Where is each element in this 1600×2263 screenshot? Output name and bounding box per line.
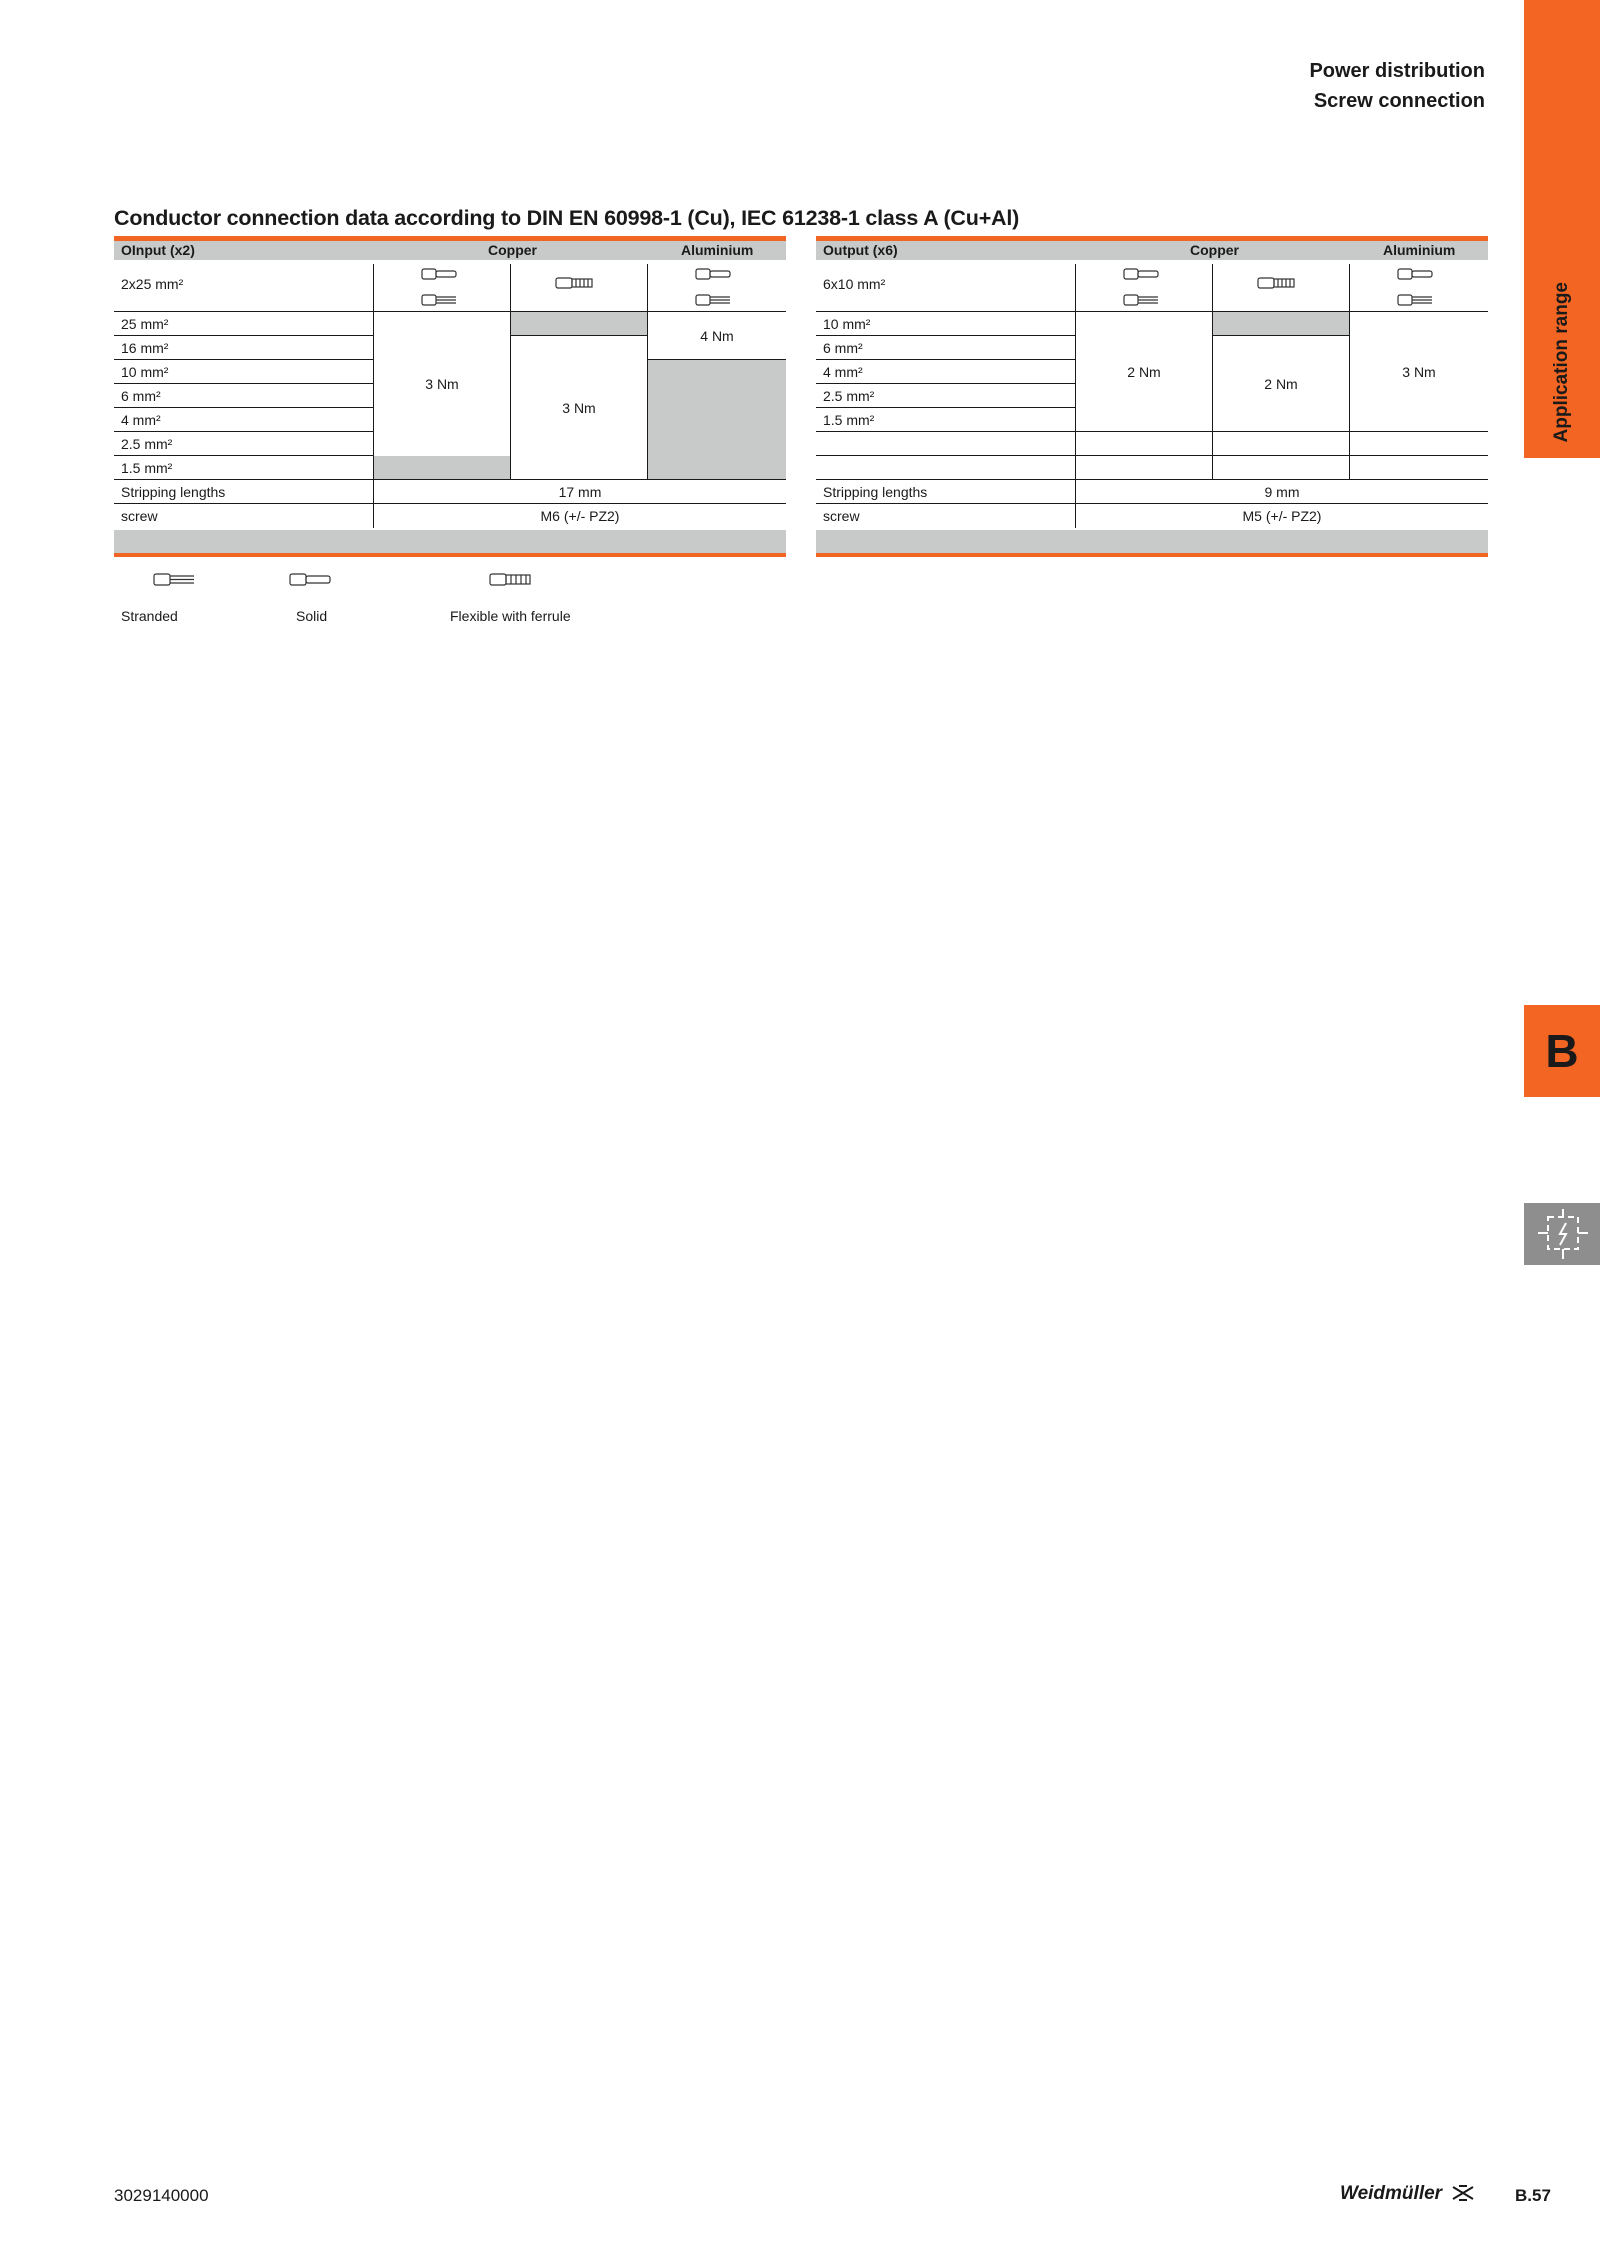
icon-row-label: 2x25 mm² bbox=[121, 276, 184, 292]
stranded-solid-icon bbox=[1122, 266, 1162, 312]
al-torque: 3 Nm bbox=[1402, 363, 1436, 380]
cell-border bbox=[648, 359, 786, 360]
screw-label: screw bbox=[121, 508, 158, 524]
row-divider bbox=[114, 407, 374, 408]
brand-mark-icon bbox=[1451, 2184, 1475, 2202]
na-cell bbox=[648, 360, 786, 480]
table-header-row bbox=[816, 241, 1488, 260]
stranded-conductor-icon bbox=[152, 572, 198, 588]
legend-stranded: Stranded bbox=[121, 608, 178, 624]
table-title: OInput (x2) bbox=[121, 242, 195, 258]
size-row-5: 1.5 mm² bbox=[823, 412, 875, 428]
brand-logo bbox=[1340, 2183, 1475, 2205]
ferrule-conductor-icon bbox=[488, 572, 534, 588]
size-row-4: 6 mm² bbox=[121, 388, 161, 404]
legend-ferrule: Flexible with ferrule bbox=[450, 608, 571, 624]
side-tab[interactable] bbox=[1524, 0, 1600, 458]
screw-label: screw bbox=[823, 508, 860, 524]
solid-conductor-icon bbox=[288, 572, 334, 588]
table-footer-band bbox=[816, 530, 1488, 553]
size-row-6: 2.5 mm² bbox=[121, 436, 173, 452]
size-row-5: 4 mm² bbox=[121, 412, 161, 428]
row-divider bbox=[816, 431, 1488, 432]
brand-name: Weidmüller bbox=[1340, 2183, 1443, 2204]
chapter-tab[interactable]: B bbox=[1524, 1005, 1600, 1097]
copper-header: Copper bbox=[488, 242, 537, 258]
row-divider bbox=[816, 383, 1076, 384]
aluminium-header: Aluminium bbox=[1383, 242, 1456, 258]
size-row-4: 2.5 mm² bbox=[823, 388, 875, 404]
row-divider bbox=[114, 431, 374, 432]
col-divider bbox=[647, 264, 648, 480]
side-tab-label: Application range bbox=[1551, 281, 1572, 442]
header-line-1: Power distribution bbox=[1309, 60, 1485, 82]
page-number: B.57 bbox=[1515, 2186, 1551, 2205]
table-header-row bbox=[114, 241, 786, 260]
row-divider bbox=[114, 455, 374, 456]
na-cell bbox=[1213, 312, 1349, 335]
copper-header: Copper bbox=[1190, 242, 1239, 258]
cu-ferrule-torque: 3 Nm bbox=[562, 400, 596, 416]
table-title: Output (x6) bbox=[823, 242, 898, 258]
stripping-value: 17 mm bbox=[558, 484, 602, 500]
section-title: Conductor connection data according to DIN EN 60998-1 (Cu), IEC 61238-1 class A (Cu+Al) bbox=[114, 206, 1020, 230]
size-row-2: 6 mm² bbox=[823, 340, 863, 356]
table-bottom-rule bbox=[816, 553, 1488, 557]
size-row-1: 25 mm² bbox=[121, 316, 169, 332]
power-distribution-icon-tab[interactable] bbox=[1524, 1203, 1600, 1265]
aluminium-header: Aluminium bbox=[681, 242, 754, 258]
table-bottom-rule bbox=[114, 553, 786, 557]
na-cell bbox=[374, 456, 510, 480]
ferrule-icon bbox=[554, 276, 596, 290]
screw-value: M5 (+/- PZ2) bbox=[1242, 508, 1322, 524]
row-divider bbox=[816, 455, 1488, 456]
table-footer-band bbox=[114, 530, 786, 553]
row-divider bbox=[114, 335, 374, 336]
stripping-value: 9 mm bbox=[1264, 484, 1300, 500]
row-divider bbox=[816, 359, 1076, 360]
row-divider bbox=[816, 335, 1076, 336]
cu-ferrule-torque: 2 Nm bbox=[1264, 375, 1298, 392]
size-row-3: 10 mm² bbox=[121, 364, 169, 380]
size-row-2: 16 mm² bbox=[121, 340, 169, 356]
page-header bbox=[1309, 56, 1485, 116]
cu-stranded-torque: 2 Nm bbox=[1127, 363, 1161, 380]
row-divider bbox=[816, 407, 1076, 408]
row-divider bbox=[114, 359, 374, 360]
col-divider bbox=[1212, 264, 1213, 480]
aluminium-conductor-icon bbox=[1396, 266, 1436, 312]
cell-border bbox=[511, 335, 648, 336]
stranded-solid-icon bbox=[420, 266, 460, 312]
stripping-label: Stripping lengths bbox=[823, 484, 928, 500]
cu-stranded-torque: 3 Nm bbox=[425, 376, 459, 392]
legend-solid: Solid bbox=[296, 608, 328, 624]
icon-row-label: 6x10 mm² bbox=[823, 276, 886, 292]
header-line-2: Screw connection bbox=[1313, 90, 1485, 112]
stripping-label: Stripping lengths bbox=[121, 484, 226, 500]
power-distribution-icon bbox=[1524, 1203, 1600, 1265]
row-divider bbox=[114, 383, 374, 384]
article-number: 3029140000 bbox=[114, 2186, 209, 2205]
al-torque: 4 Nm bbox=[700, 328, 734, 344]
col-divider bbox=[1349, 264, 1350, 480]
screw-value: M6 (+/- PZ2) bbox=[540, 508, 620, 524]
col-divider bbox=[510, 264, 511, 480]
ferrule-icon bbox=[1256, 276, 1298, 290]
size-row-1: 10 mm² bbox=[823, 316, 871, 332]
aluminium-conductor-icon bbox=[694, 266, 734, 312]
size-row-7: 1.5 mm² bbox=[121, 460, 173, 476]
size-row-3: 4 mm² bbox=[823, 364, 863, 380]
na-cell bbox=[511, 312, 647, 335]
